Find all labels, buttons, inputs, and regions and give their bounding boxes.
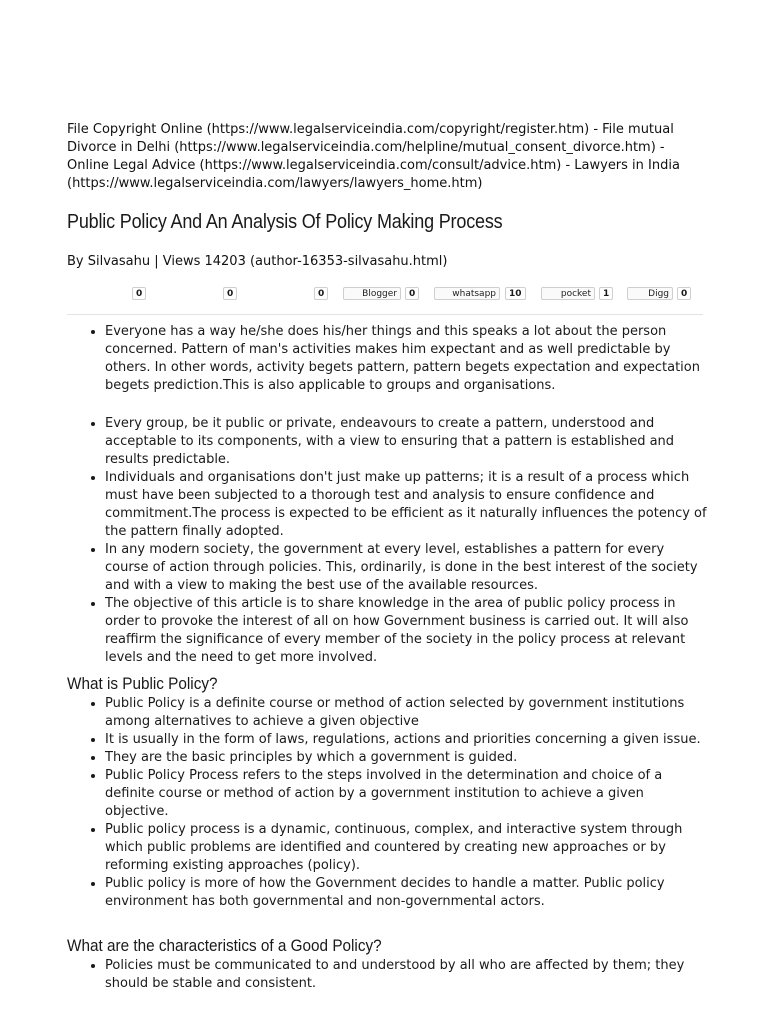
section-heading-good-policy: What are the characteristics of a Good Policy? [67, 936, 382, 955]
article-byline[interactable]: By Silvasahu | Views 14203 (author-16353-silvasahu.html) [67, 254, 448, 269]
article-body [67, 323, 707, 993]
spacer [67, 395, 707, 415]
article-title: Public Policy And An Analysis Of Policy Making Process [67, 211, 503, 233]
divider [67, 314, 703, 315]
header-links[interactable]: File Copyright Online (https://www.legalserviceindia.com/copyright/register.htm) - File mutual Divorce in Delhi (https://www.legalserviceindia.com/helpline/mutual_consent_divorce.htm) - Online Legal Advice (https://www.legalserviceindia.com/consult/advice.htm) - Lawyers in India (https://www.legalserviceindia.com/lawyers/lawyers_home.htm) [67, 122, 680, 191]
section-heading-public-policy: What is Public Policy? [67, 674, 218, 693]
digg-share-count: 0 [677, 287, 691, 300]
list-item: • It is usually in the form of laws, regulations, actions and priorities concerning a given issue. [105, 731, 707, 749]
list-item: • In any modern society, the government at every level, establishes a pattern for every course of action through policies. This, ordinarily, is done in the best interest of the society and with a view to making the best use of the available resources. [105, 541, 707, 595]
share-bar [67, 287, 703, 301]
share-count-2: 0 [223, 287, 237, 300]
list-item: • Public policy is more of how the Government decides to handle a matter. Public policy environment has both governmental and non-governmental actors. [105, 875, 707, 911]
list-item: • They are the basic principles by which a government is guided. [105, 749, 707, 767]
list-item: • The objective of this article is to share knowledge in the area of public policy process in order to provoke the interest of all on how Government business is carried out. It will also reaffirm the significance of every member of the society in the policy process at relevant levels and the need to get more involved. [105, 595, 707, 667]
whatsapp-share-button[interactable]: whatsapp [434, 287, 500, 300]
blogger-share-count: 0 [405, 287, 419, 300]
whatsapp-share-count: 10 [505, 287, 526, 300]
list-item: • Everyone has a way he/she does his/her things and this speaks a lot about the person concerned. Pattern of man's activities makes him expectant and as well predictable by others. In other words, activity begets pattern, pattern begets expectation and expectation begets prediction.This is also applicable to groups and organisations. [105, 323, 707, 395]
share-count-1: 0 [132, 287, 146, 300]
share-count-3: 0 [314, 287, 328, 300]
list-item: • Policies must be communicated to and understood by all who are affected by them; they should be stable and consistent. [105, 957, 707, 993]
list-item: • Public Policy Process refers to the steps involved in the determination and choice of a definite course or method of action by a government institution to achieve a given objective. [105, 767, 707, 821]
public-policy-list [67, 695, 707, 911]
good-policy-list [67, 957, 707, 993]
digg-share-button[interactable]: Digg [627, 287, 673, 300]
blogger-share-button[interactable]: Blogger [343, 287, 401, 300]
intro-list [67, 415, 707, 667]
list-item: • Public policy process is a dynamic, continuous, complex, and interactive system through which public problems are identified and countered by creating new approaches or by reforming existing approaches (policy). [105, 821, 707, 875]
list-item: • Public Policy is a definite course or method of action selected by government institutions among alternatives to achieve a given objective [105, 695, 707, 731]
pocket-share-count: 1 [599, 287, 613, 300]
list-item: • Every group, be it public or private, endeavours to create a pattern, understood and acceptable to its components, with a view to ensuring that a pattern is established and results predictable. [105, 415, 707, 469]
intro-list-first [67, 323, 707, 395]
pocket-share-button[interactable]: pocket [541, 287, 595, 300]
list-item: • Individuals and organisations don't just make up patterns; it is a result of a process which must have been subjected to a thorough test and analysis to ensure confidence and commitment.The process is expected to be efficient as it naturally influences the potency of the pattern finally adopted. [105, 469, 707, 541]
